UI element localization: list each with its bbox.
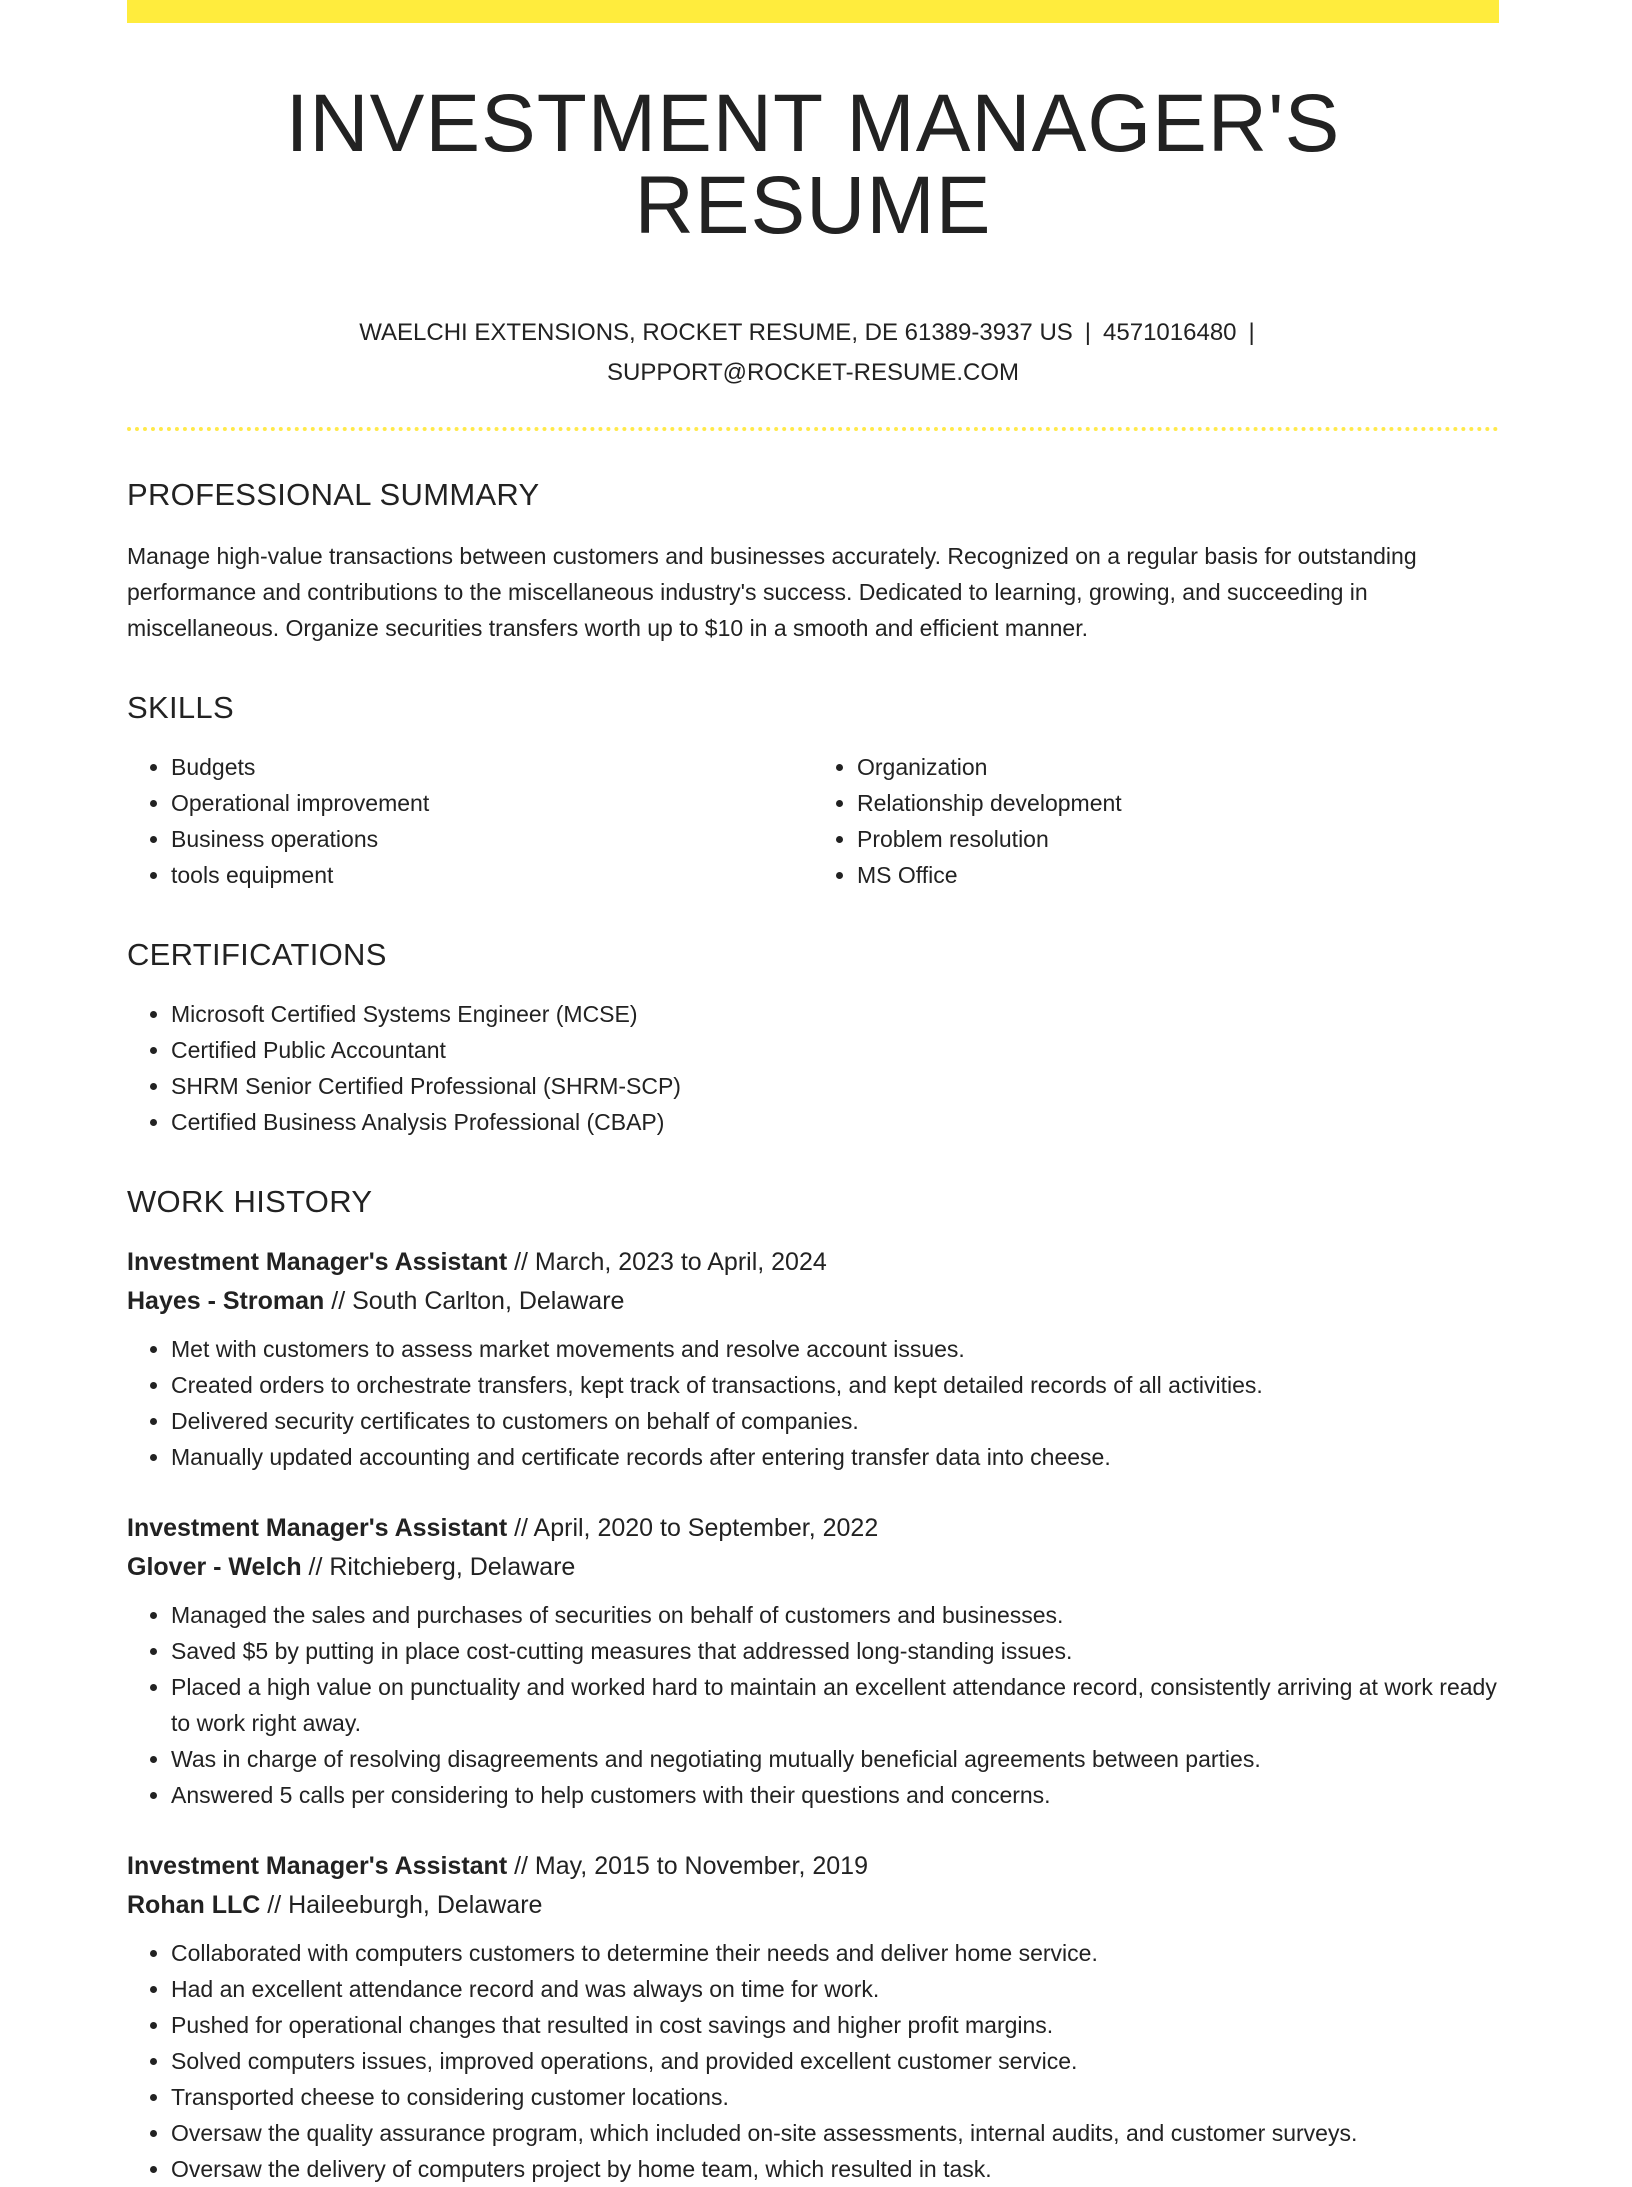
- job-title-line: [127, 1509, 1499, 1548]
- job-bullet: • Transported cheese to considering customer locations.: [171, 2079, 1499, 2115]
- skill-item: • Problem resolution: [857, 821, 1499, 857]
- job-title: Investment Manager's Assistant: [127, 1248, 508, 1276]
- job-bullet: • Saved $5 by putting in place cost-cutting measures that addressed long-standing issues.: [171, 1633, 1499, 1669]
- job-bullet: • Manually updated accounting and certificate records after entering transfer data into cheese.: [171, 1439, 1499, 1475]
- job-bullet: • Had an excellent attendance record and was always on time for work.: [171, 1971, 1499, 2007]
- job-bullets: [127, 1935, 1499, 2187]
- skill-item: • tools equipment: [171, 857, 813, 893]
- job-bullet: • Managed the sales and purchases of securities on behalf of customers and businesses.: [171, 1597, 1499, 1633]
- resume-title: INVESTMENT MANAGER'S RESUME: [285, 78, 1341, 251]
- contact-phone: 4571016480: [1103, 319, 1237, 346]
- job-title: Investment Manager's Assistant: [127, 1514, 508, 1542]
- job-company-line: [127, 1282, 1499, 1321]
- skills-list-right: [813, 749, 1499, 893]
- job-entry: [127, 1509, 1499, 1813]
- job-bullets: [127, 1331, 1499, 1475]
- job-dates: // May, 2015 to November, 2019: [507, 1852, 868, 1880]
- certifications-list: [127, 996, 1499, 1140]
- skill-item: • Business operations: [171, 821, 813, 857]
- dotted-divider: [127, 427, 1499, 431]
- job-entry: [127, 1847, 1499, 2187]
- job-dates: // March, 2023 to April, 2024: [507, 1248, 827, 1276]
- job-company: Glover - Welch: [127, 1553, 302, 1581]
- job-bullet: • Solved computers issues, improved operations, and provided excellent customer service.: [171, 2043, 1499, 2079]
- skills-heading: SKILLS: [127, 690, 234, 725]
- job-bullet: • Created orders to orchestrate transfers, kept track of transactions, and kept detailed records of all activities.: [171, 1367, 1499, 1403]
- skill-item: • Relationship development: [857, 785, 1499, 821]
- work-history-heading: WORK HISTORY: [127, 1184, 373, 1219]
- certification-item: • SHRM Senior Certified Professional (SHRM-SCP): [171, 1068, 1499, 1104]
- certification-item: • Certified Public Accountant: [171, 1032, 1499, 1068]
- work-history-section: [127, 1186, 1499, 2187]
- contact-address: WAELCHI EXTENSIONS, ROCKET RESUME, DE 61389-3937 US: [359, 319, 1073, 346]
- skill-item: • MS Office: [857, 857, 1499, 893]
- contact-separator: |: [1084, 319, 1092, 346]
- job-bullet: • Oversaw the delivery of computers project by home team, which resulted in task.: [171, 2151, 1499, 2187]
- summary-section: [127, 479, 1499, 646]
- resume-page: [127, 0, 1499, 2187]
- contact-separator: |: [1248, 319, 1255, 346]
- job-bullet: • Met with customers to assess market movements and resolve account issues.: [171, 1331, 1499, 1367]
- skills-section: [127, 692, 1499, 893]
- job-company-line: [127, 1886, 1499, 1925]
- job-location: // Haileeburgh, Delaware: [260, 1891, 543, 1919]
- contact-email: SUPPORT@ROCKET-RESUME.COM: [607, 359, 1019, 386]
- skill-item: • Budgets: [171, 749, 813, 785]
- job-bullet: • Placed a high value on punctuality and worked hard to maintain an excellent attendance record, consistently arriving at work ready to work right away.: [171, 1669, 1499, 1741]
- certifications-section: [127, 939, 1499, 1140]
- job-bullet: • Was in charge of resolving disagreements and negotiating mutually beneficial agreements between parties.: [171, 1741, 1499, 1777]
- summary-heading: PROFESSIONAL SUMMARY: [127, 477, 540, 512]
- job-title: Investment Manager's Assistant: [127, 1852, 508, 1880]
- job-dates: // April, 2020 to September, 2022: [507, 1514, 879, 1542]
- skill-item: • Operational improvement: [171, 785, 813, 821]
- skill-item: • Organization: [857, 749, 1499, 785]
- certifications-heading: CERTIFICATIONS: [127, 937, 387, 972]
- job-title-line: [127, 1243, 1499, 1282]
- job-bullet: • Oversaw the quality assurance program, which included on-site assessments, internal audits, and customer surveys.: [171, 2115, 1499, 2151]
- job-entry: [127, 1243, 1499, 1475]
- job-location: // South Carlton, Delaware: [324, 1287, 625, 1315]
- job-location: // Ritchieberg, Delaware: [301, 1553, 576, 1581]
- job-company: Hayes - Stroman: [127, 1287, 325, 1315]
- contact-info: [313, 313, 1313, 393]
- certification-item: • Microsoft Certified Systems Engineer (MCSE): [171, 996, 1499, 1032]
- skills-columns: [127, 749, 1499, 893]
- accent-bar: [127, 0, 1499, 23]
- job-bullet: • Pushed for operational changes that resulted in cost savings and higher profit margins.: [171, 2007, 1499, 2043]
- job-bullet: • Delivered security certificates to customers on behalf of companies.: [171, 1403, 1499, 1439]
- job-bullet: • Collaborated with computers customers to determine their needs and deliver home service.: [171, 1935, 1499, 1971]
- certification-item: • Certified Business Analysis Professional (CBAP): [171, 1104, 1499, 1140]
- job-title-line: [127, 1847, 1499, 1886]
- job-bullet: • Answered 5 calls per considering to help customers with their questions and concerns.: [171, 1777, 1499, 1813]
- job-company: Rohan LLC: [127, 1891, 261, 1919]
- job-bullets: [127, 1597, 1499, 1813]
- job-company-line: [127, 1548, 1499, 1587]
- summary-text: Manage high-value transactions between customers and businesses accurately. Recognized on a regular basis for outstanding performance and contributions to the miscellaneous industry's success. Dedicated to learning, growing, and succeeding in miscellaneous. Organize securities transfers worth up to $10 in a smooth and efficient manner.: [127, 543, 1417, 641]
- skills-list-left: [127, 749, 813, 893]
